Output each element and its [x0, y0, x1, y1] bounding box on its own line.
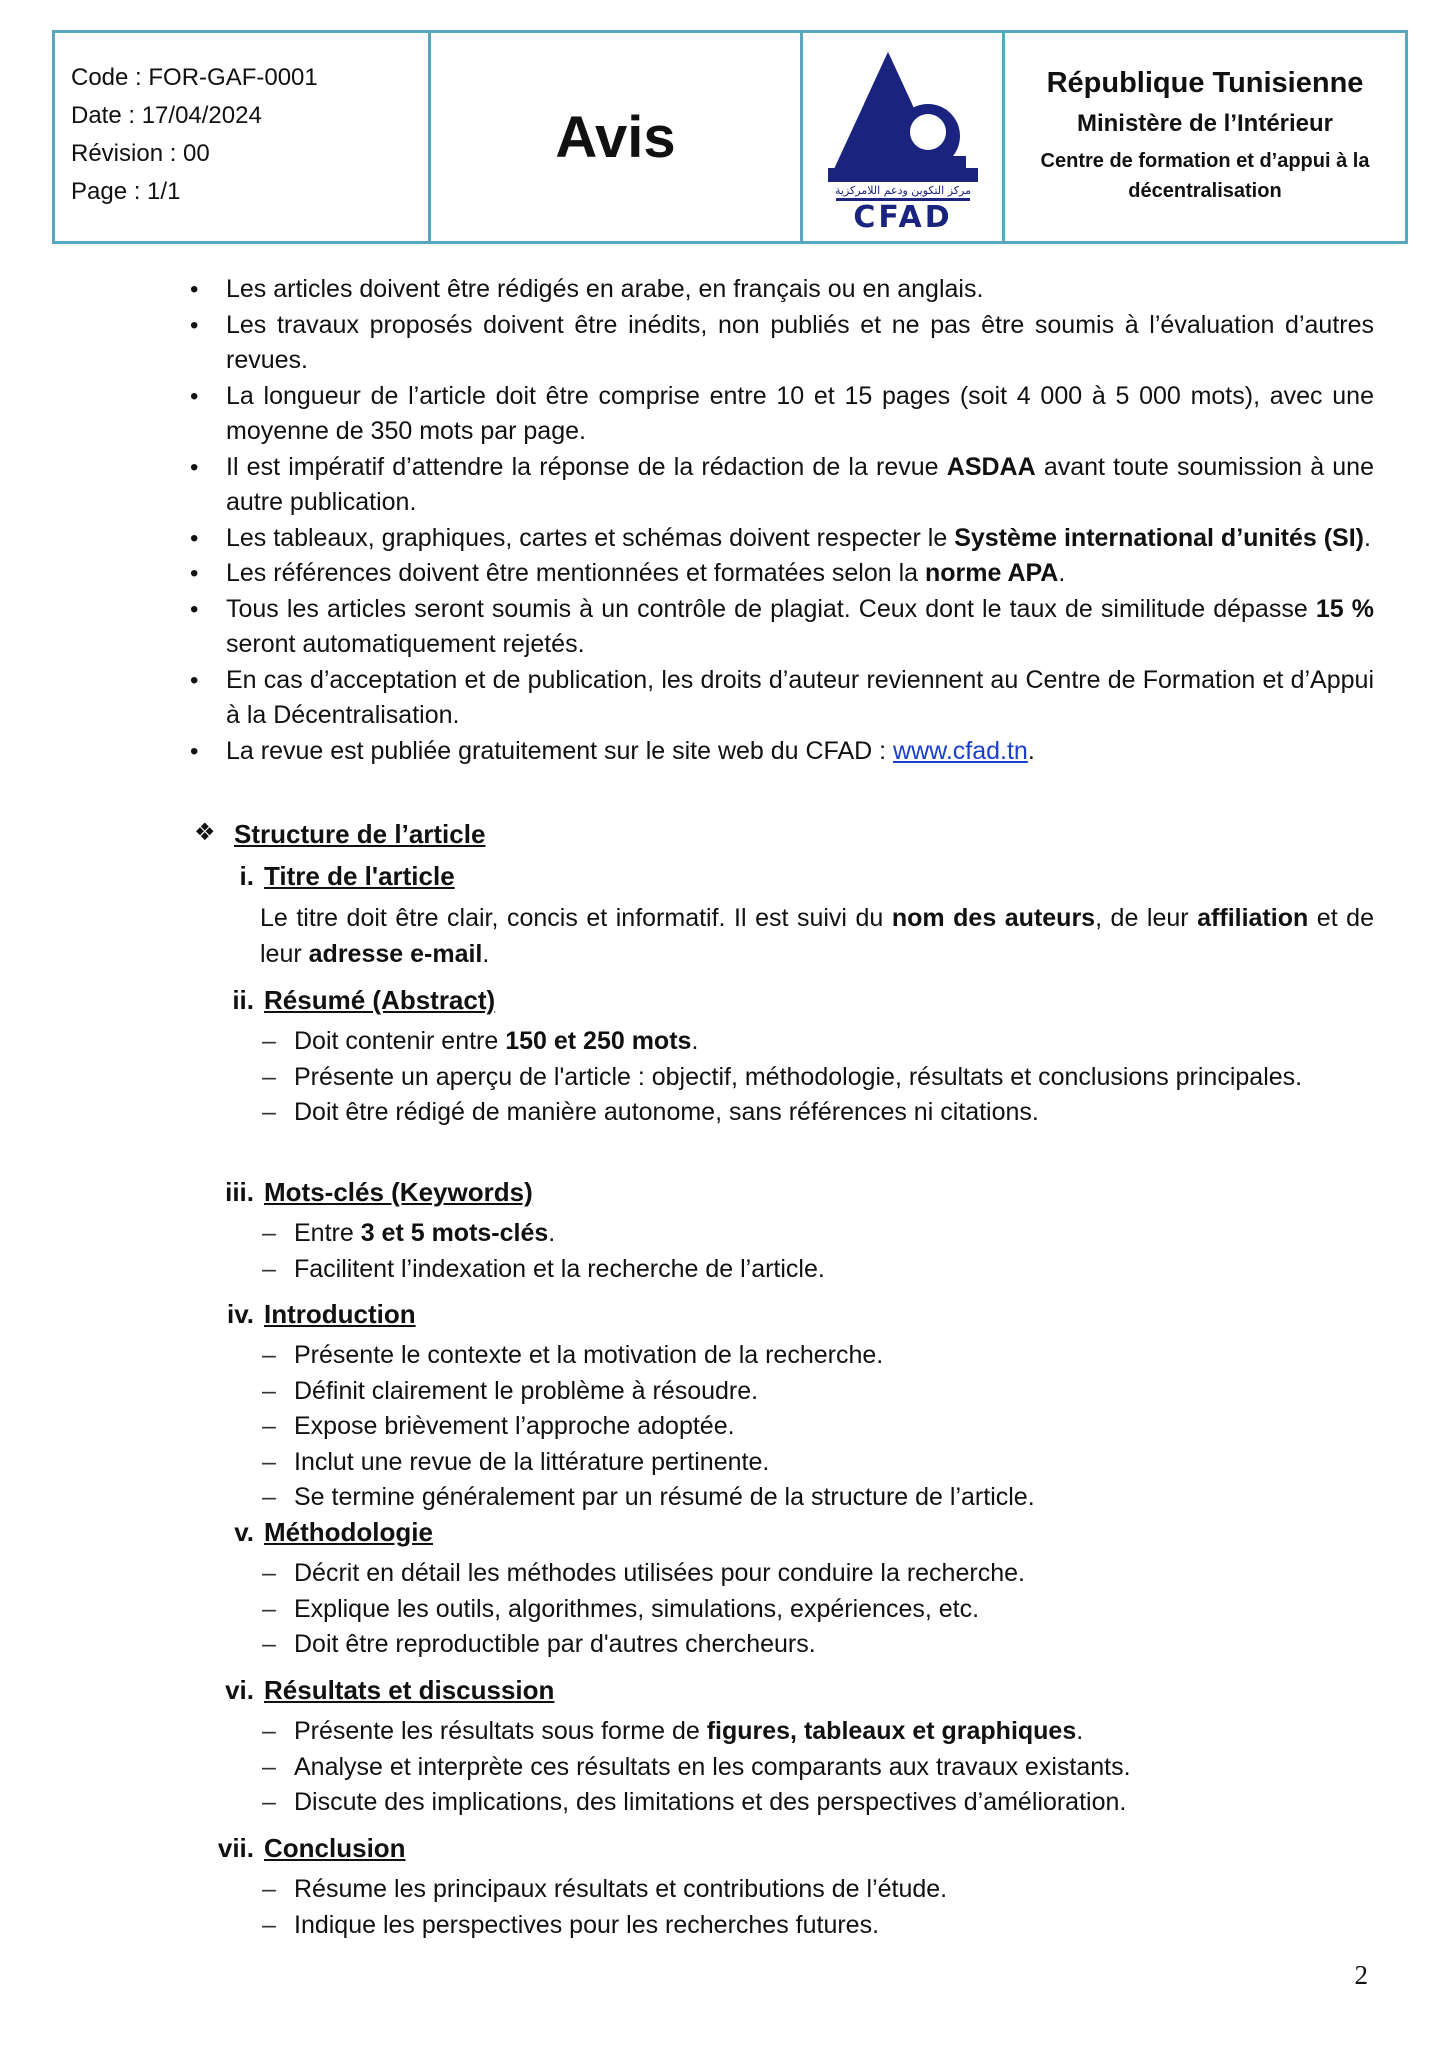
- section-number: i.: [239, 861, 254, 891]
- section-list: [294, 1024, 1374, 1131]
- list-item: [294, 1024, 1374, 1060]
- section-number: ii.: [232, 985, 254, 1015]
- section-number: iii.: [225, 1177, 254, 1207]
- document-header: [52, 30, 1408, 244]
- text-run: .: [1027, 736, 1035, 765]
- bold-text: figures, tableaux et graphiques: [706, 1717, 1077, 1745]
- text-run: et de leur: [260, 904, 1374, 968]
- list-item: [294, 1785, 1374, 1821]
- list-item: [294, 1445, 1374, 1481]
- text-run: Analyse et interprète ces résultats en les comparants aux travaux existants.: [294, 1752, 1131, 1781]
- doc-revision: Révision : 00: [71, 140, 210, 167]
- bold-text: 15 %: [1315, 594, 1374, 623]
- text-run: La longueur de l’article doit être comprise entre 10 et 15 pages (soit 4 000 à 5 000 mots), avec une moyenne de 350 mots par page.: [226, 381, 1374, 445]
- section-title: [206, 858, 455, 894]
- doc-page: Page : 1/1: [71, 178, 181, 205]
- list-item: [294, 1409, 1374, 1445]
- text-run: Explique les outils, algorithmes, simulations, expériences, etc.: [294, 1594, 980, 1623]
- list-item: [294, 1338, 1374, 1374]
- text-run: Les articles doivent être rédigés en arabe, en français ou en anglais.: [226, 275, 984, 303]
- document-title: Avis: [431, 33, 803, 241]
- bold-text: adresse e-mail: [308, 940, 483, 968]
- website-link[interactable]: www.cfad.tn: [893, 736, 1028, 765]
- text-run: .: [1364, 523, 1371, 552]
- rule-item: [190, 556, 1374, 592]
- list-item: [294, 1252, 1374, 1288]
- text-run: Doit contenir entre: [294, 1027, 506, 1055]
- section-number: iv.: [227, 1299, 254, 1329]
- text-run: , de leur: [1095, 904, 1198, 932]
- text-run: .: [691, 1027, 699, 1055]
- text-run: Résume les principaux résultats et contributions de l’étude.: [294, 1875, 948, 1903]
- list-item: [294, 1872, 1374, 1908]
- section-title: [206, 1174, 533, 1210]
- text-run: Les tableaux, graphiques, cartes et schémas doivent respecter le: [226, 523, 955, 552]
- section-number: vii.: [217, 1833, 254, 1863]
- text-run: Doit être rédigé de manière autonome, sans références ni citations.: [294, 1098, 1039, 1126]
- bold-text: 150 et 250 mots: [505, 1027, 692, 1055]
- section-paragraph: [260, 900, 1374, 972]
- section-title: [206, 1514, 433, 1550]
- text-run: Présente les résultats sous forme de: [294, 1717, 707, 1745]
- bold-text: 3 et 5 mots-clés: [360, 1219, 549, 1247]
- rule-item: [190, 450, 1374, 521]
- page-number: 2: [1354, 1960, 1368, 1990]
- list-item: [294, 1374, 1374, 1410]
- text-run: Se termine généralement par un résumé de la structure de l’article.: [294, 1483, 1035, 1511]
- text-run: En cas d’acceptation et de publication, les droits d’auteur reviennent au Centre de Formation et d’Appui à la Décentralisation.: [226, 665, 1374, 729]
- cfad-logo: [803, 33, 1005, 241]
- logo-arabic-text: مركز التكوين ودعم اللامركزية: [834, 184, 971, 197]
- text-run: Inclut une revue de la littérature pertinente.: [294, 1447, 770, 1476]
- section-title: [206, 1830, 406, 1866]
- section-list: [294, 1714, 1374, 1821]
- section-heading: Conclusion: [264, 1833, 406, 1863]
- section-heading: Résultats et discussion: [264, 1675, 555, 1705]
- list-item: [294, 1908, 1374, 1944]
- org-country: République Tunisienne: [1046, 67, 1364, 99]
- bold-text: nom des auteurs: [891, 904, 1096, 932]
- section-heading: Introduction: [264, 1299, 416, 1329]
- org-center: Centre de formation et d’appui à la décentralisation: [1040, 150, 1370, 202]
- rule-item: [190, 272, 1374, 308]
- list-item: [294, 1714, 1374, 1750]
- text-run: Il est impératif d’attendre la réponse de la rédaction de la revue: [226, 452, 947, 481]
- rule-item: [190, 592, 1374, 663]
- list-item: [294, 1060, 1374, 1096]
- text-run: Décrit en détail les méthodes utilisées pour conduire la recherche.: [294, 1559, 1025, 1587]
- list-item: [294, 1750, 1374, 1786]
- section-number: v.: [234, 1517, 254, 1547]
- organization-block: [1005, 33, 1405, 241]
- text-run: avant toute soumission à une autre publication.: [226, 452, 1374, 516]
- section-heading: Résumé (Abstract): [264, 985, 496, 1015]
- section-heading: Titre de l'article: [264, 861, 455, 891]
- list-item: [294, 1216, 1374, 1252]
- text-run: Présente le contexte et la motivation de la recherche.: [294, 1341, 884, 1369]
- diamond-bullet-icon: ❖: [194, 819, 216, 846]
- list-item: [294, 1095, 1374, 1131]
- rule-item: [190, 521, 1374, 557]
- text-run: Indique les perspectives pour les recherches futures.: [294, 1910, 880, 1939]
- text-run: .: [482, 940, 490, 968]
- text-run: Présente un aperçu de l'article : objectif, méthodologie, résultats et conclusions principales.: [294, 1062, 1303, 1091]
- list-item: [294, 1592, 1374, 1628]
- doc-date: Date : 17/04/2024: [71, 102, 262, 129]
- section-heading: Méthodologie: [264, 1517, 433, 1547]
- text-run: Définit clairement le problème à résoudre.: [294, 1376, 759, 1405]
- rule-item: [190, 308, 1374, 379]
- section-list: [294, 1338, 1374, 1516]
- section-list: [294, 1872, 1374, 1943]
- text-run: Doit être reproductible par d'autres chercheurs.: [294, 1630, 816, 1658]
- text-run: Tous les articles seront soumis à un contrôle de plagiat. Ceux dont le taux de similitude dépasse: [226, 594, 1316, 623]
- logo-cfad-text: CFAD: [852, 200, 953, 230]
- text-run: .: [1058, 559, 1066, 587]
- cfad-logo-icon: [828, 44, 978, 230]
- section-title: [206, 982, 495, 1018]
- text-run: Les travaux proposés doivent être inédits, non publiés et ne pas être soumis à l’évaluation d’autres revues.: [226, 310, 1374, 374]
- bold-text: norme APA: [925, 559, 1059, 587]
- bold-text: ASDAA: [946, 452, 1036, 481]
- bold-text: Système international d’unités (SI): [954, 523, 1364, 552]
- document-meta: [55, 33, 431, 241]
- text-run: Entre: [294, 1219, 361, 1247]
- text-run: Discute des implications, des limitations et des perspectives d’amélioration.: [294, 1788, 1127, 1816]
- text-run: .: [548, 1219, 556, 1247]
- list-item: [294, 1627, 1374, 1663]
- section-heading: Mots-clés (Keywords): [264, 1177, 533, 1207]
- list-item: [294, 1480, 1374, 1516]
- section-list: [294, 1216, 1374, 1287]
- rule-item: [190, 734, 1374, 770]
- text-run: Facilitent l’indexation et la recherche de l’article.: [294, 1254, 825, 1283]
- bold-text: affiliation: [1197, 904, 1309, 932]
- doc-code: Code : FOR-GAF-0001: [71, 64, 318, 91]
- text-run: La revue est publiée gratuitement sur le site web du CFAD :: [226, 736, 894, 765]
- text-run: Le titre doit être clair, concis et informatif. Il est suivi du: [260, 904, 892, 932]
- rule-item: [190, 379, 1374, 450]
- rule-item: [190, 663, 1374, 734]
- section-list: [294, 1556, 1374, 1663]
- text-run: seront automatiquement rejetés.: [226, 630, 585, 658]
- text-run: Expose brièvement l’approche adoptée.: [294, 1412, 735, 1440]
- text-run: Les références doivent être mentionnées et formatées selon la: [226, 559, 926, 587]
- section-title: [206, 1296, 416, 1332]
- list-item: [294, 1556, 1374, 1592]
- section-number: vi.: [225, 1675, 254, 1705]
- section-title: [206, 1672, 554, 1708]
- structure-heading: Structure de l’article: [234, 819, 486, 849]
- text-run: .: [1076, 1717, 1084, 1745]
- rules-list: [190, 272, 1374, 769]
- org-ministry: Ministère de l’Intérieur: [1076, 110, 1334, 137]
